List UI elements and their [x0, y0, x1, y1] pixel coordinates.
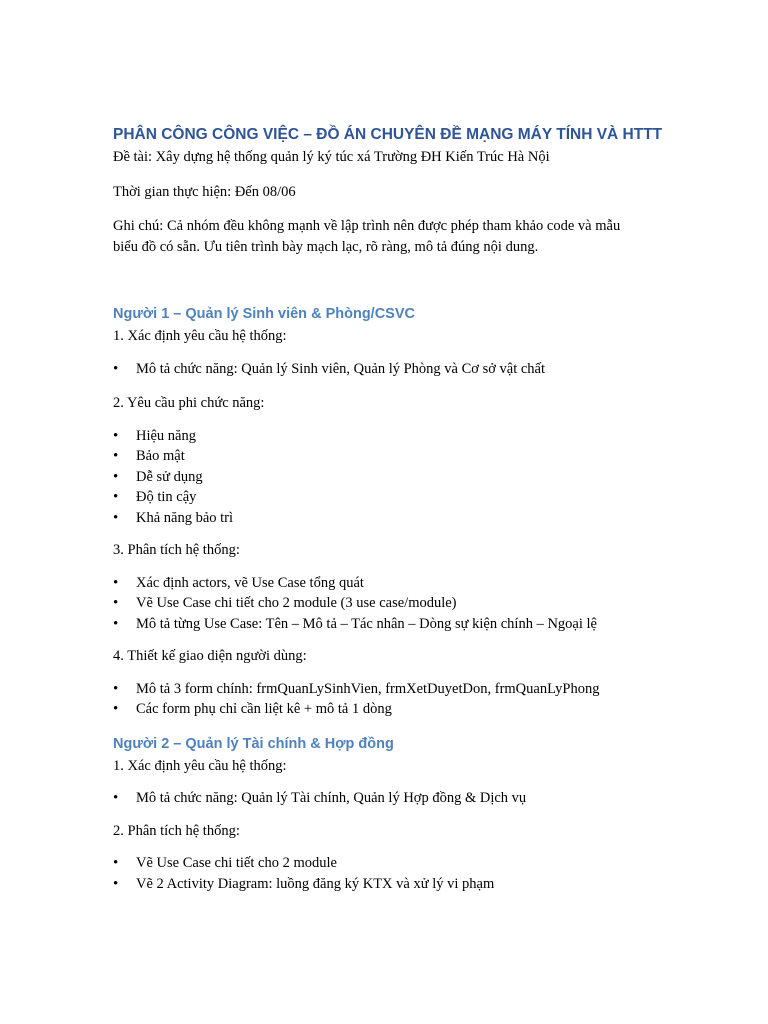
person1-section2-title: 2. Yêu cầu phi chức năng: — [113, 395, 265, 411]
list-item: • Dễ sử dụng — [113, 467, 653, 488]
person1-section3-list — [113, 573, 653, 635]
person1-section1-title: 1. Xác định yêu cầu hệ thống: — [113, 328, 287, 344]
list-item: • Vẽ Use Case chi tiết cho 2 module — [113, 853, 653, 874]
list-item: • Các form phụ chỉ cần liệt kê + mô tả 1 dòng — [113, 699, 653, 720]
list-item: • Mô tả từng Use Case: Tên – Mô tả – Tác nhân – Dòng sự kiện chính – Ngoại lệ — [113, 614, 653, 635]
person1-section3-title: 3. Phân tích hệ thống: — [113, 542, 240, 558]
person2-heading: Người 2 – Quản lý Tài chính & Hợp đồng — [113, 735, 394, 752]
list-item: • Xác định actors, vẽ Use Case tổng quát — [113, 573, 653, 594]
person2-section2-title: 2. Phân tích hệ thống: — [113, 822, 240, 839]
deadline-line: Thời gian thực hiện: Đến 08/06 — [113, 183, 296, 200]
list-item: • Bảo mật — [113, 446, 653, 467]
person1-section4-title: 4. Thiết kế giao diện người dùng: — [113, 648, 307, 664]
list-item: • Vẽ 2 Activity Diagram: luồng đăng ký KTX và xử lý vi phạm — [113, 874, 653, 895]
list-item: • Độ tin cậy — [113, 487, 653, 508]
person1-heading: Người 1 – Quản lý Sinh viên & Phòng/CSVC — [113, 306, 415, 322]
list-item: • Mô tả chức năng: Quản lý Tài chính, Quản lý Hợp đồng & Dịch vụ — [113, 788, 653, 809]
document-title: PHÂN CÔNG CÔNG VIỆC – ĐỒ ÁN CHUYÊN ĐỀ MẠNG MÁY TÍNH VÀ HTTT — [113, 126, 663, 143]
list-item: • Vẽ Use Case chi tiết cho 2 module (3 use case/module) — [113, 593, 653, 614]
person2-section2-list — [113, 853, 653, 894]
person1-section4-list — [113, 679, 653, 720]
topic-line: Đề tài: Xây dựng hệ thống quản lý ký túc xá Trường ĐH Kiến Trúc Hà Nội — [113, 149, 550, 165]
document-content — [113, 124, 663, 894]
person2-section1-list — [113, 788, 653, 809]
person1-section1-list — [113, 359, 653, 380]
list-item: • Mô tả chức năng: Quản lý Sinh viên, Quản lý Phòng và Cơ sở vật chất — [113, 359, 653, 380]
person1-section2-list — [113, 426, 653, 529]
list-item: • Hiệu năng — [113, 426, 653, 447]
list-item: • Khả năng bảo trì — [113, 508, 653, 529]
note-paragraph: Ghi chú: Cả nhóm đều không mạnh về lập trình nên được phép tham khảo code và mẫu biểu đồ có sẵn. Ưu tiên trình bày mạch lạc, rõ ràng, mô tả đúng nội dung. — [113, 218, 621, 255]
person2-section1-title: 1. Xác định yêu cầu hệ thống: — [113, 757, 287, 774]
list-item: • Mô tả 3 form chính: frmQuanLySinhVien, frmXetDuyetDon, frmQuanLyPhong — [113, 679, 653, 700]
